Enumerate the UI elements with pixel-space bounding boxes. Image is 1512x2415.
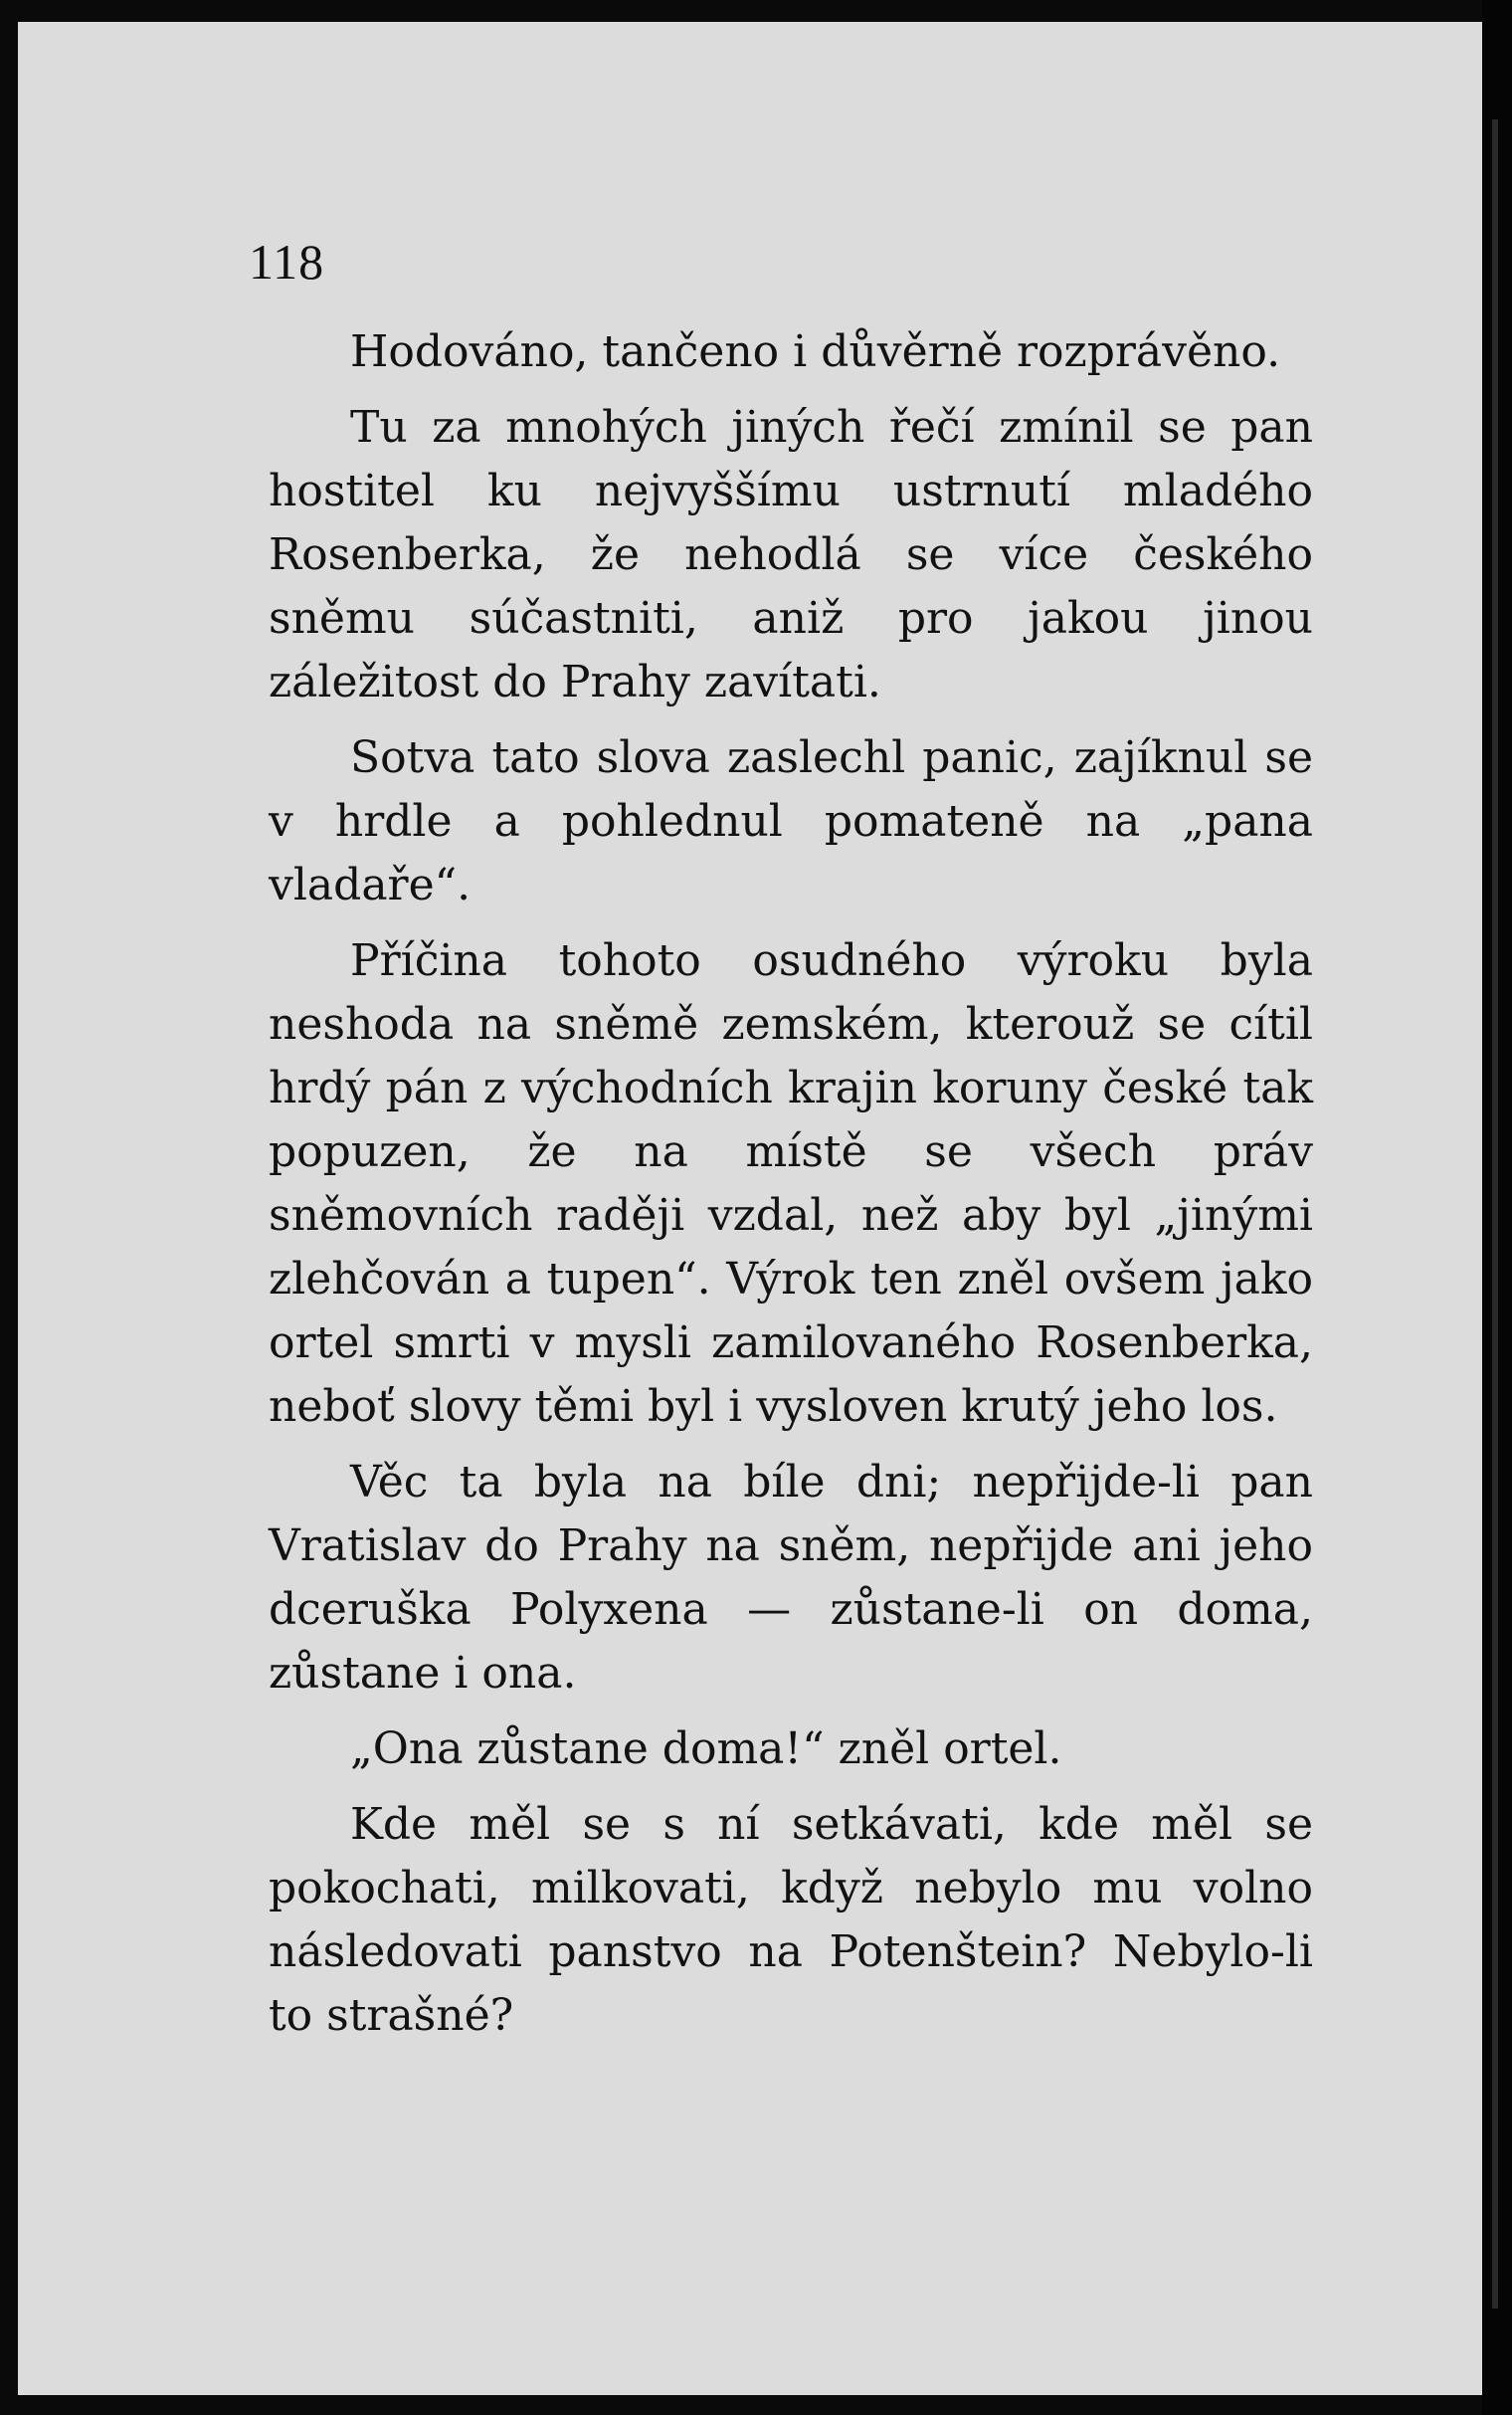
paragraph: Věc ta byla na bíle dni; nepřijde-li pan Vratislav do Prahy na sněm, nepřijde ani jeho dceruška Polyxena — zůstane-li on doma, zůstane i ona. [269, 1457, 1313, 1699]
book-binding-edge [1482, 0, 1512, 2415]
binding-strip [1492, 119, 1498, 2309]
paragraph: Kde měl se s ní setkávati, kde měl se pokochati, milkovati, když nebylo mu volno následovati panstvo na Potenštein? Nebylo-li to strašné? [269, 1799, 1313, 2041]
paragraph: Příčina tohoto osudného výroku byla neshoda na sněmě zemském, kterouž se cítil hrdý pán z východních krajin koruny české tak popuzen, že na místě se všech práv sněmovních raději vzdal, než aby byl „jinými zlehčován a tupen“. Výrok ten zněl ovšem jako ortel smrti v mysli zamilovaného Rosenberka, neboť slovy těmi byl i vysloven krutý jeho los. [269, 935, 1313, 1432]
paragraph: Tu za mnohých jiných řečí zmínil se pan hostitel ku nejvyššímu ustrnutí mladého Rosenberka, že nehodlá se více českého sněmu súčastniti, aniž pro jakou jinou záležitost do Prahy zavítati. [269, 402, 1313, 707]
page-number: 118 [249, 234, 325, 290]
paragraph: Hodováno, tančeno i důvěrně rozprávěno. [350, 326, 1281, 377]
paragraph: „Ona zůstane doma!“ zněl ortel. [350, 1723, 1062, 1774]
book-page [18, 22, 1482, 2395]
paragraph: Sotva tato slova zaslechl panic, zajíknul se v hrdle a pohlednul pomateně na „pana vladaře“. [269, 732, 1313, 910]
page-text [269, 320, 1313, 2060]
